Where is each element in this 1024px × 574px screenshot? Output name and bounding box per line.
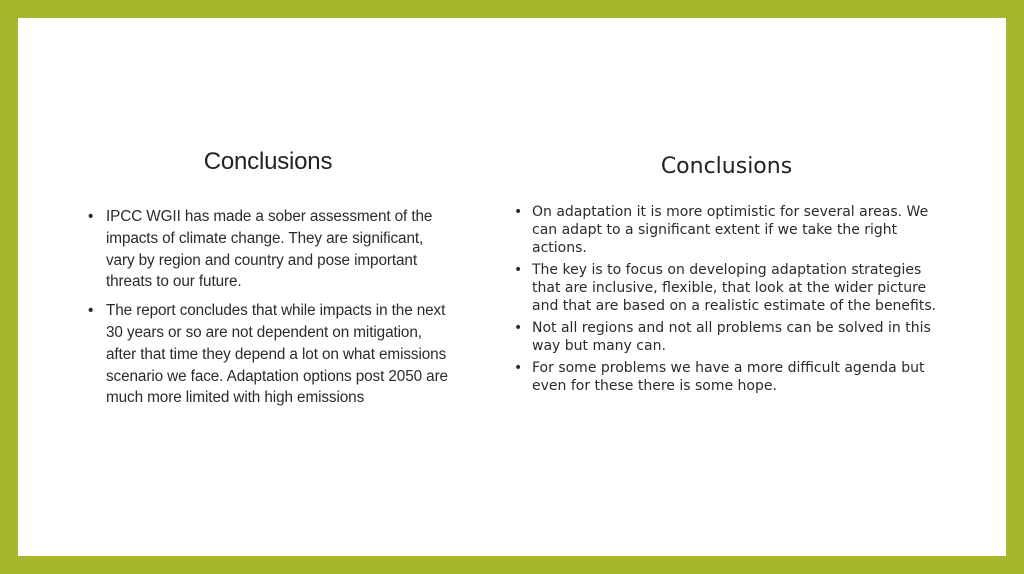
right-title: Conclusions [660,154,793,179]
left-panel [88,148,448,416]
left-title: Conclusions [203,148,333,175]
slide [18,18,1006,556]
bullet-item: • Not all regions and not all problems can be solved in this way but many can. [514,319,939,355]
right-panel [514,154,939,399]
bullet-item: • The report concludes that while impacts in the next 30 years or so are not dependent on mitigation, after that time they depend a lot on what emissions scenario we face. Adaptation options post 2050 are much more limited with high emissions [88,300,448,409]
bullet-item: • IPCC WGII has made a sober assessment of the impacts of climate change. They are significant, vary by region and country and pose important threats to our future. [88,206,448,293]
bullet-item: • For some problems we have a more difficult agenda but even for these there is some hope. [514,359,939,395]
bullet-item: • On adaptation it is more optimistic for several areas. We can adapt to a significant extent if we take the right actions. [514,203,939,257]
left-bullet-list [88,206,448,409]
right-bullet-list [514,203,939,395]
bullet-item: • The key is to focus on developing adaptation strategies that are inclusive, flexible, that look at the wider picture and that are based on a realistic estimate of the benefits. [514,261,939,315]
